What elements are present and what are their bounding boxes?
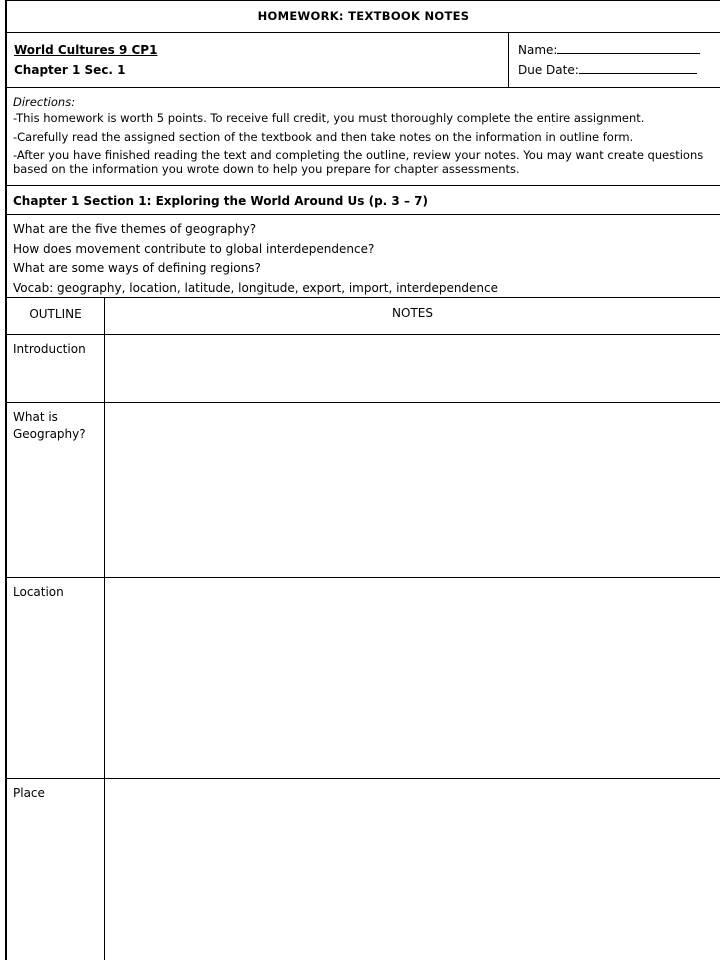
section-title-row bbox=[7, 186, 720, 215]
worksheet bbox=[5, 0, 720, 960]
question-item: What are the five themes of geography? bbox=[13, 222, 257, 236]
guiding-questions bbox=[7, 215, 720, 298]
direction-item: -This homework is worth 5 points. To receive full credit, you must thoroughly complete the entire assignment. bbox=[13, 111, 645, 125]
direction-item: -After you have finished reading the text and completing the outline, review your notes. You may want create questions based on the information you wrote down to help you prepare for chapter assessments. bbox=[13, 148, 704, 176]
directions-heading: Directions: bbox=[13, 95, 76, 109]
outline-row bbox=[7, 578, 720, 779]
student-info bbox=[509, 33, 720, 87]
name-label: Name: bbox=[518, 43, 558, 57]
name-blank[interactable] bbox=[557, 41, 700, 54]
outline-row bbox=[7, 779, 720, 960]
directions bbox=[7, 88, 720, 186]
due-date-field[interactable] bbox=[518, 60, 720, 80]
title-row bbox=[7, 0, 720, 33]
question-item: How does movement contribute to global interdependence? bbox=[13, 241, 375, 256]
due-date-label: Due Date: bbox=[518, 63, 579, 77]
section-title: Chapter 1 Section 1: Exploring the World Around Us (p. 3 – 7) bbox=[13, 194, 428, 208]
outline-row bbox=[7, 335, 720, 403]
due-date-blank[interactable] bbox=[579, 61, 697, 74]
notes-cell[interactable] bbox=[105, 335, 720, 402]
outline-table bbox=[7, 298, 720, 960]
outline-topic: Place bbox=[7, 779, 105, 960]
course-name: World Cultures 9 CP1 bbox=[14, 43, 158, 57]
outline-topic: Location bbox=[7, 578, 105, 778]
outline-topic: Introduction bbox=[7, 335, 105, 402]
chapter-label: Chapter 1 Sec. 1 bbox=[14, 63, 126, 77]
outline-header-row bbox=[7, 298, 720, 335]
outline-column-header: OUTLINE bbox=[7, 298, 105, 334]
notes-column-header: NOTES bbox=[392, 306, 433, 320]
notes-cell[interactable] bbox=[105, 578, 720, 778]
outline-topic: What is Geography? bbox=[7, 403, 105, 577]
direction-item: -Carefully read the assigned section of the textbook and then take notes on the information in outline form. bbox=[13, 130, 634, 144]
page-title: HOMEWORK: TEXTBOOK NOTES bbox=[257, 9, 470, 23]
notes-cell[interactable] bbox=[105, 779, 720, 960]
name-field[interactable] bbox=[518, 40, 720, 60]
info-row bbox=[7, 33, 720, 88]
vocab-item: Vocab: geography, location, latitude, longitude, export, import, interdependence bbox=[13, 280, 499, 295]
question-item: What are some ways of defining regions? bbox=[13, 261, 261, 275]
notes-cell[interactable] bbox=[105, 403, 720, 577]
course-info bbox=[7, 33, 509, 87]
outline-row bbox=[7, 403, 720, 578]
